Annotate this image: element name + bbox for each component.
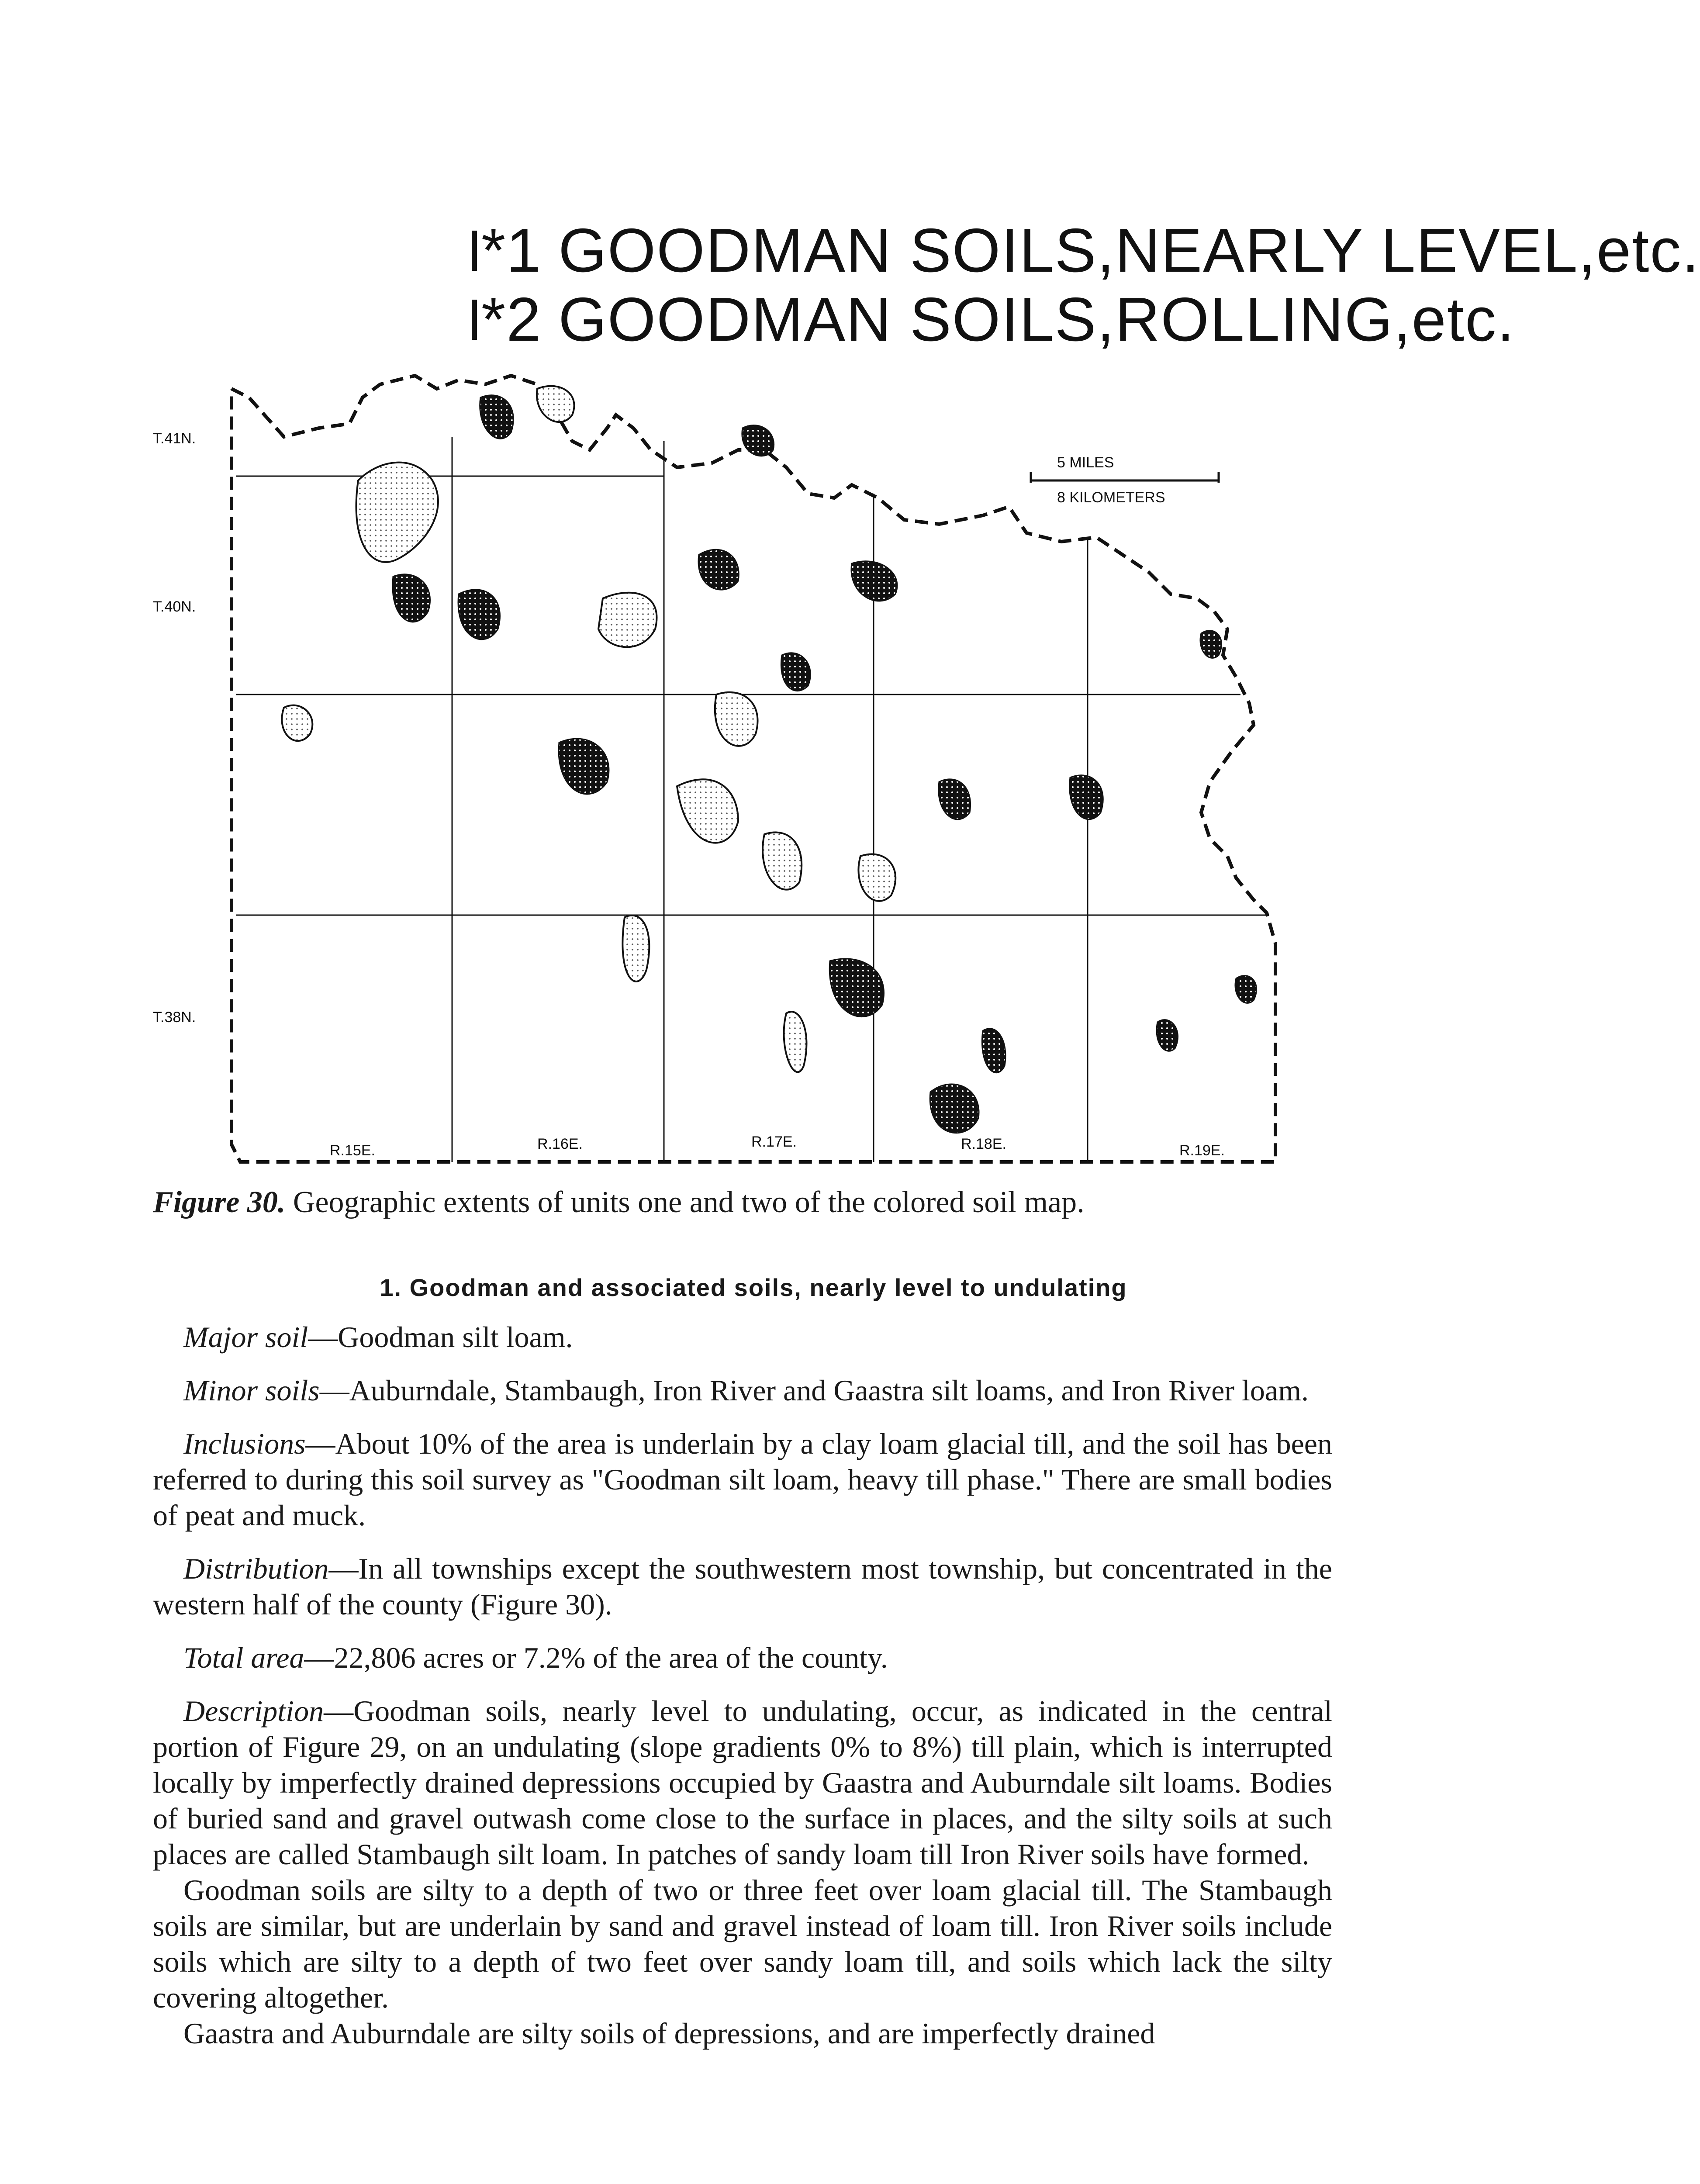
figure-caption xyxy=(153,1184,1354,1221)
legend-item-rolling xyxy=(472,285,1515,354)
nearly-level-soil-bodies xyxy=(393,395,1257,1133)
township-label: T.41N. xyxy=(153,430,196,447)
legend-label: GOODMAN SOILS,NEARLY LEVEL,etc. xyxy=(558,216,1700,285)
soil-body xyxy=(393,574,430,622)
soil-body xyxy=(598,593,657,647)
legend-label: GOODMAN SOILS,ROLLING,etc. xyxy=(558,285,1515,354)
soil-body xyxy=(1235,976,1256,1003)
paragraph-minor-soils: Minor soils—Auburndale, Stambaugh, Iron River and Gaastra silt loams, and Iron River loam. xyxy=(183,1374,1309,1407)
range-label: R.19E. xyxy=(1179,1142,1225,1159)
soil-body xyxy=(781,653,810,691)
scale-bar xyxy=(1031,472,1219,483)
soil-body xyxy=(282,705,312,741)
paragraph-inclusions: Inclusions—About 10% of the area is underlain by a clay loam glacial till, and the soil has been referred to during this soil survey as "Goodman silt loam, heavy till phase." There are small bodies of peat and muck. xyxy=(153,1427,1332,1532)
map-legend xyxy=(472,216,1700,354)
scale-km-label: 8 KILOMETERS xyxy=(1057,489,1165,506)
township-label: T.38N. xyxy=(153,1009,196,1026)
soil-body xyxy=(1070,775,1103,819)
soil-body xyxy=(851,561,897,601)
soil-body xyxy=(458,590,500,639)
range-label: R.16E. xyxy=(537,1136,583,1152)
legend-symbol: *1 xyxy=(481,216,542,285)
legend-item-nearly-level xyxy=(472,216,1700,285)
soil-body xyxy=(939,779,971,819)
soil-body xyxy=(1157,1020,1178,1051)
soil-body xyxy=(698,549,739,590)
paragraph-description: Description—Goodman soils, nearly level to undulating, occur, as indicated in the central portion of Figure 29, on an undulating (slope gradients 0% to 8%) till plain, which is interrupted locally by imperfectly drained depressions occupied by Gaastra and Auburndale silt loams. Bodies of buried sand and gravel outwash come close to the surface in places, and the silty soils at such places are called Stambaugh silt loam. In patches of sandy loam till Iron River soils have formed. xyxy=(153,1694,1332,1871)
paragraph-goodman-soils: Goodman soils are silty to a depth of two or three feet over loam glacial till. The Stambaugh soils are similar, but are underlain by sand and gravel instead of loam till. Iron River soils include soils which are silty to a depth of two feet over sandy loam till, and soils which lack the silty covering altogether. xyxy=(153,1873,1332,2014)
soil-body xyxy=(829,959,884,1017)
range-label: R.15E. xyxy=(330,1142,375,1159)
soil-body xyxy=(715,692,758,746)
soil-body xyxy=(356,463,438,562)
figure-number: Figure 30. xyxy=(153,1185,286,1219)
soil-body xyxy=(930,1084,979,1133)
township-label: T.40N. xyxy=(153,598,196,615)
body-text xyxy=(153,1319,1332,2051)
soil-map-svg xyxy=(153,349,1354,1171)
paragraph-major-soil: Major soil—Goodman silt loam. xyxy=(183,1320,573,1354)
soil-body xyxy=(742,425,774,456)
paragraph-distribution: Distribution—In all townships except the southwestern most township, but concentrated in the western half of the county (Figure 30). xyxy=(153,1552,1332,1621)
soil-body xyxy=(784,1012,807,1072)
range-label: R.18E. xyxy=(961,1136,1006,1152)
soil-body xyxy=(677,779,738,843)
paragraph-gaastra: Gaastra and Auburndale are silty soils of depressions, and are imperfectly drained xyxy=(183,2017,1155,2050)
soil-body xyxy=(559,739,609,794)
figure-caption-text: Geographic extents of units one and two of the colored soil map. xyxy=(293,1185,1085,1219)
soil-body xyxy=(622,916,649,981)
paragraph-total-area: Total area—22,806 acres or 7.2% of the area of the county. xyxy=(183,1641,888,1674)
section-heading: 1. Goodman and associated soils, nearly level to undulating xyxy=(380,1274,1127,1301)
dense-pattern-swatch-icon xyxy=(472,231,477,271)
soil-body xyxy=(1200,631,1221,658)
soil-body xyxy=(537,386,574,422)
scale-miles-label: 5 MILES xyxy=(1057,454,1114,471)
light-pattern-swatch-icon xyxy=(472,300,477,340)
soil-body xyxy=(480,395,514,439)
soil-map xyxy=(153,349,1354,1171)
range-label: R.17E. xyxy=(751,1133,797,1150)
soil-body xyxy=(858,854,895,901)
legend-symbol: *2 xyxy=(481,285,542,354)
soil-body xyxy=(763,833,802,890)
soil-body xyxy=(982,1029,1005,1073)
